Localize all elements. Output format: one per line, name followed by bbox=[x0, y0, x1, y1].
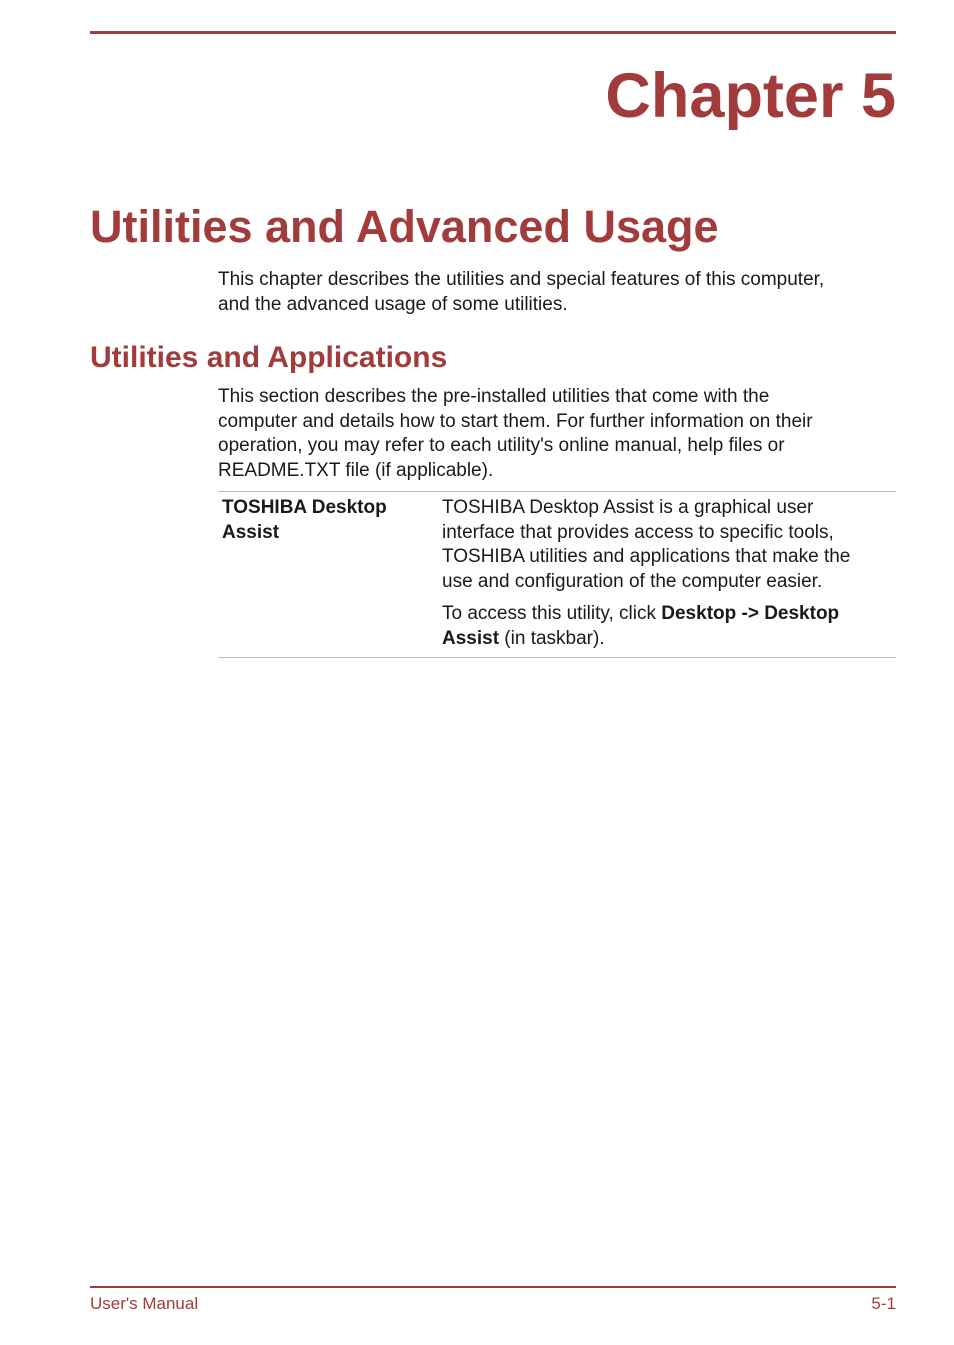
description-line: TOSHIBA Desktop Assist is a graphical user bbox=[442, 497, 814, 518]
utility-description bbox=[442, 496, 896, 594]
utility-name-line: Assist bbox=[222, 521, 280, 543]
description-line: TOSHIBA utilities and applications that make the bbox=[442, 546, 851, 567]
access-path-part-2: Assist bbox=[442, 627, 500, 649]
footer-rule bbox=[90, 1286, 896, 1288]
description-line: use and configuration of the computer easier. bbox=[442, 570, 823, 592]
access-prefix: To access this utility, click bbox=[442, 603, 662, 624]
intro-paragraph bbox=[218, 268, 898, 317]
utility-name-line: TOSHIBA Desktop bbox=[222, 497, 387, 518]
section-paragraph bbox=[218, 385, 878, 483]
section-line: operation, you may refer to each utility's online manual, help files or bbox=[218, 435, 785, 456]
main-heading: Utilities and Advanced Usage bbox=[90, 201, 719, 252]
top-rule bbox=[90, 31, 896, 34]
description-line: interface that provides access to specific tools, bbox=[442, 521, 834, 543]
footer-manual-title: User's Manual bbox=[90, 1294, 199, 1313]
utility-description-cell bbox=[442, 496, 896, 651]
utility-access-instruction bbox=[442, 602, 896, 651]
chapter-title: Chapter 5 bbox=[605, 61, 896, 131]
intro-line: and the advanced usage of some utilities. bbox=[218, 293, 568, 315]
access-suffix: (in taskbar). bbox=[499, 627, 605, 649]
section-heading: Utilities and Applications bbox=[90, 341, 448, 374]
access-path-part-1: Desktop -> Desktop bbox=[661, 603, 840, 624]
section-line: computer and details how to start them. For further information on their bbox=[218, 410, 813, 432]
utility-name-cell bbox=[218, 496, 442, 651]
section-line: This section describes the pre-installed utilities that come with the bbox=[218, 386, 770, 407]
table-row bbox=[218, 492, 896, 657]
intro-line: This chapter describes the utilities and special features of this computer, bbox=[218, 269, 825, 290]
footer-page-number: 5-1 bbox=[871, 1294, 896, 1313]
utility-table bbox=[218, 491, 896, 658]
section-line: README.TXT file (if applicable). bbox=[218, 459, 494, 481]
